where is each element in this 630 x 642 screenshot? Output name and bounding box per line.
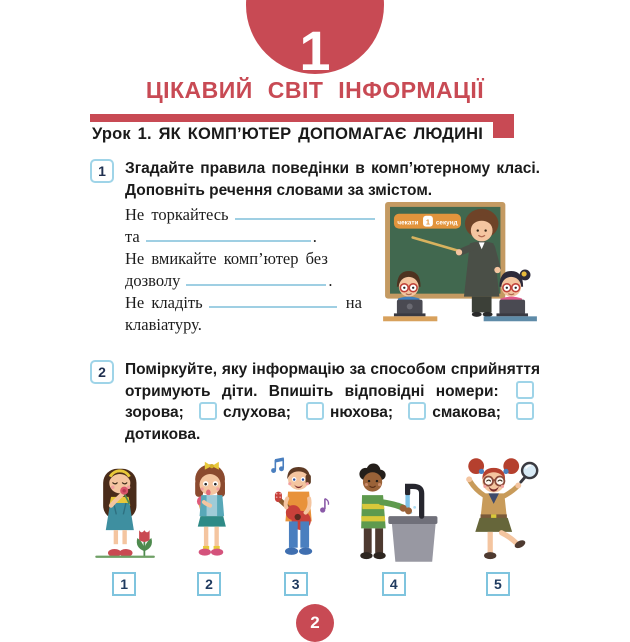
sentence-text: клавіатуру. bbox=[125, 315, 202, 334]
perception-pictures-row bbox=[90, 453, 540, 596]
picture-number-5: 5 bbox=[486, 572, 510, 596]
fill-in-blank-4[interactable] bbox=[209, 294, 337, 308]
picture-1-girl-smelling-flower bbox=[90, 453, 158, 596]
sentence-line bbox=[125, 270, 380, 292]
picture-4-boy-washing-hands bbox=[348, 453, 439, 596]
desk bbox=[484, 316, 537, 321]
answer-box-sluhova[interactable] bbox=[199, 402, 217, 420]
scratch-block-value: 1 bbox=[425, 217, 431, 227]
tulip bbox=[139, 530, 150, 542]
classroom-illustration bbox=[380, 200, 540, 345]
sentence-text: на bbox=[345, 293, 362, 312]
scratch-wait-block bbox=[394, 214, 461, 229]
exercise-2-number-badge: 2 bbox=[90, 360, 114, 384]
chapter-number: 1 bbox=[299, 19, 331, 83]
sentence-text: . bbox=[328, 271, 333, 290]
sentence-text: та bbox=[125, 227, 140, 246]
page-number-badge bbox=[296, 604, 334, 642]
scratch-block-label-after: секунд bbox=[435, 219, 458, 227]
exercise-2 bbox=[90, 359, 540, 445]
picture-2-girl-eating-ice-cream bbox=[175, 453, 243, 596]
page-number: 2 bbox=[310, 613, 320, 632]
fill-in-sentences bbox=[90, 204, 380, 345]
scratch-block-label-before: чекати bbox=[397, 219, 419, 227]
tongue bbox=[206, 489, 211, 495]
option-label: смакова; bbox=[432, 404, 501, 421]
sentence-text: Не вмикайте комп’ютер без bbox=[125, 249, 328, 268]
boy-playing-guitar-illustration bbox=[260, 453, 332, 567]
sentence-text: дозволу bbox=[125, 271, 181, 290]
boy-washing-hands-illustration bbox=[348, 453, 439, 567]
sentence-text: . bbox=[312, 227, 317, 246]
lesson-title: Урок 1. ЯК КОМП’ЮТЕР ДОПОМАГАЄ ЛЮДИНІ bbox=[92, 125, 484, 143]
sentence-line bbox=[125, 314, 380, 336]
picture-3-boy-playing-guitar bbox=[260, 453, 332, 596]
exercise-1 bbox=[90, 158, 540, 345]
ground-line bbox=[95, 556, 155, 558]
sentence-line bbox=[125, 226, 380, 248]
girl-smelling-flower-illustration bbox=[90, 453, 158, 567]
teacher-at-chalkboard-illustration bbox=[380, 200, 540, 340]
chapter-title: ЦІКАВИЙ СВІТ ІНФОРМАЦІЇ bbox=[145, 77, 485, 103]
sentence-line bbox=[125, 204, 380, 226]
glasses bbox=[484, 477, 493, 486]
fill-in-blank-3[interactable] bbox=[186, 272, 326, 286]
exercise-1-number-badge: 1 bbox=[90, 159, 114, 183]
sentence-line bbox=[125, 292, 380, 314]
picture-number-4: 4 bbox=[382, 572, 406, 596]
picture-5-girl-with-magnifying-glass bbox=[456, 453, 540, 596]
sentence-line bbox=[125, 248, 380, 270]
lesson-header-bar bbox=[90, 114, 514, 122]
lesson-header bbox=[90, 114, 514, 144]
girl-eating-ice-cream-illustration bbox=[175, 453, 243, 567]
picture-number-1: 1 bbox=[112, 572, 136, 596]
exercise-2-instruction-text: Поміркуйте, яку інформацію за способом сприйняття отримують діти. Впишіть відповідні номери: bbox=[125, 361, 540, 400]
answer-box-smakova[interactable] bbox=[408, 402, 426, 420]
answer-box-nyuhova[interactable] bbox=[306, 402, 324, 420]
exercise-1-instruction: Згадайте правила поведінки в комп’ютерному класі. Доповніть речення словами за змістом. bbox=[125, 160, 540, 199]
picture-number-3: 3 bbox=[284, 572, 308, 596]
answer-box-dotykova[interactable] bbox=[516, 402, 534, 420]
option-label: зорова; bbox=[125, 404, 184, 421]
laptop bbox=[499, 300, 525, 315]
girl-with-magnifying-glass-illustration bbox=[456, 453, 540, 567]
sentence-text: Не торкайтесь bbox=[125, 205, 229, 224]
option-label: слухова; bbox=[223, 404, 291, 421]
option-label: нюхова; bbox=[330, 404, 394, 421]
sentence-text: Не кладіть bbox=[125, 293, 203, 312]
picture-number-2: 2 bbox=[197, 572, 221, 596]
exercise-2-instruction bbox=[125, 359, 540, 445]
fill-in-blank-2[interactable] bbox=[146, 228, 311, 242]
option-label: дотикова. bbox=[125, 425, 201, 443]
answer-box-zorova[interactable] bbox=[516, 381, 534, 399]
fill-in-blank-1[interactable] bbox=[235, 206, 375, 220]
sink bbox=[388, 486, 437, 561]
page-content bbox=[90, 114, 540, 642]
desk bbox=[383, 316, 437, 321]
lesson-header-bar-fill bbox=[493, 122, 514, 138]
